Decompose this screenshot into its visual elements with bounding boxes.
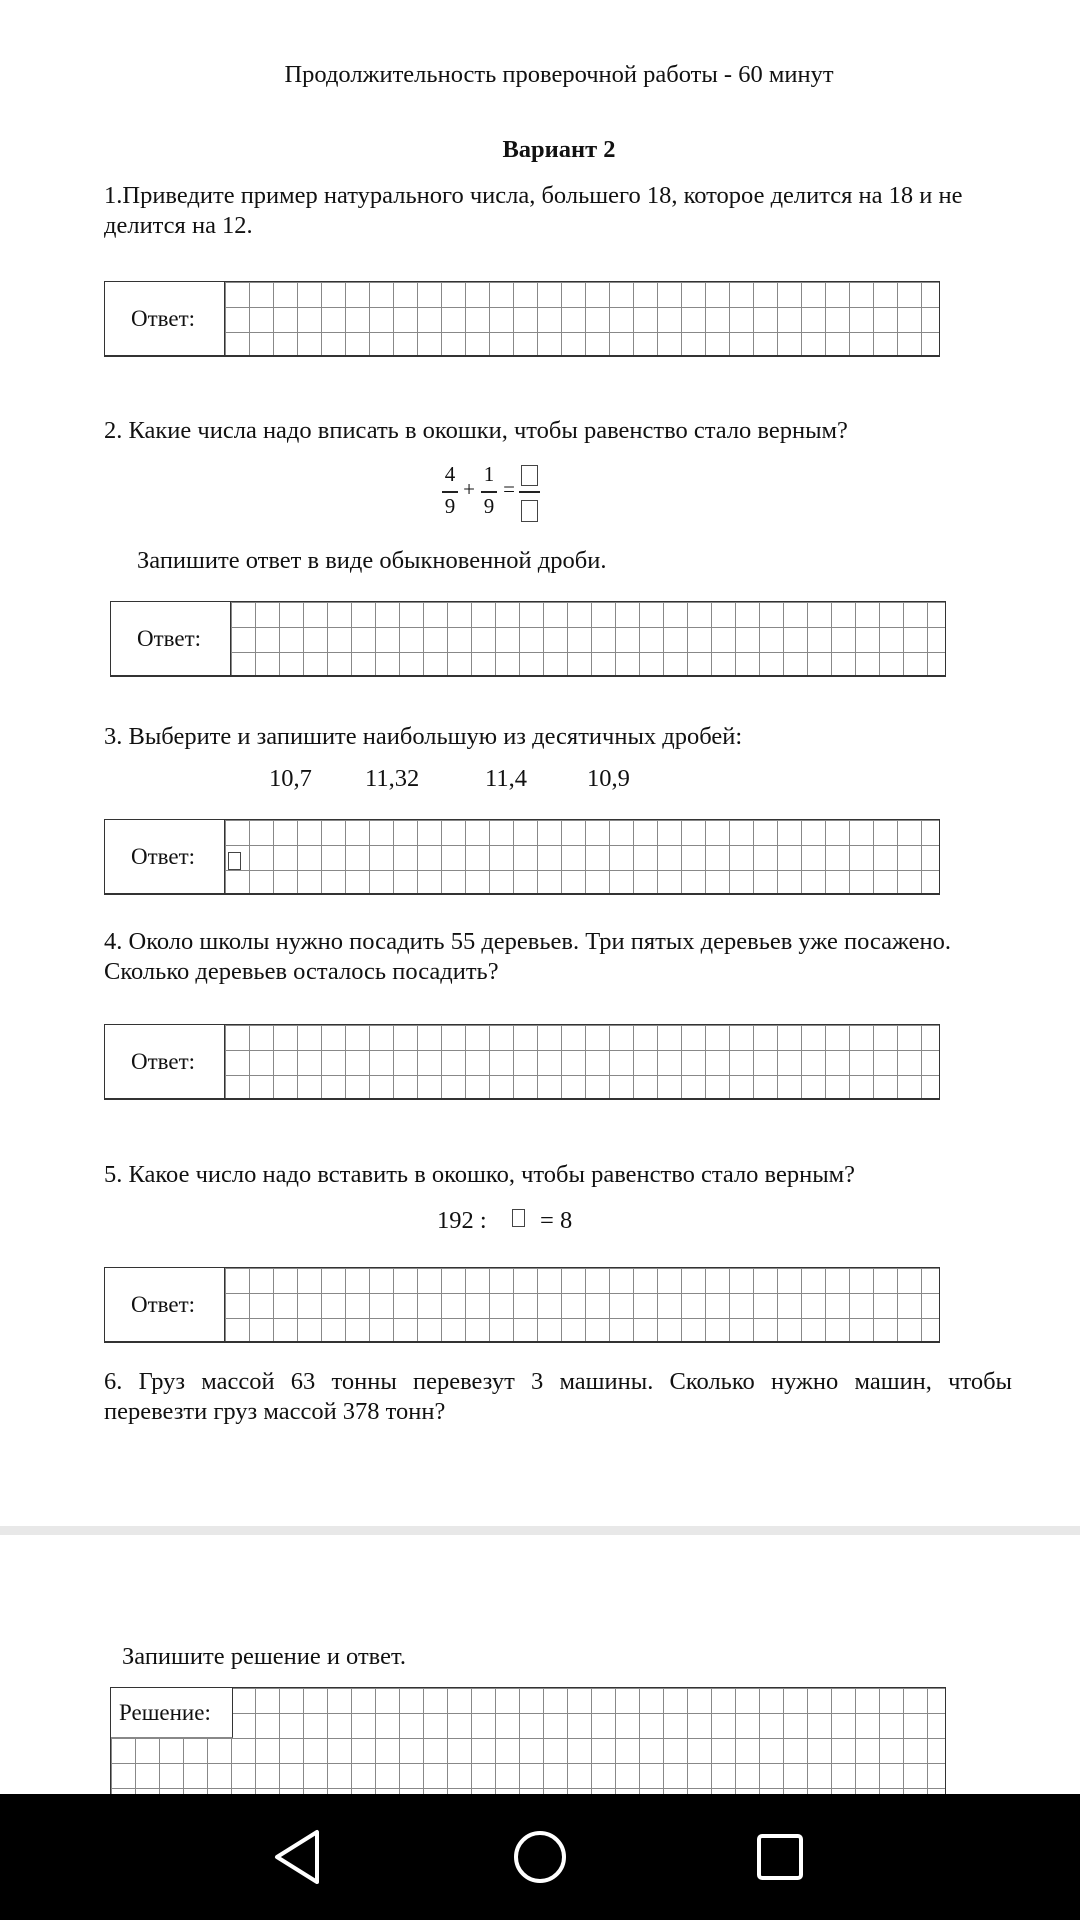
variant-title: Вариант 2 bbox=[502, 136, 616, 163]
answer-cells[interactable] bbox=[231, 602, 945, 675]
question-4-line2: Сколько деревьев осталось посадить? bbox=[104, 958, 499, 985]
page-separator bbox=[0, 1526, 1080, 1535]
recents-icon[interactable] bbox=[735, 1812, 825, 1902]
denominator-2: 9 bbox=[483, 494, 495, 518]
solution-grid[interactable] bbox=[110, 1687, 946, 1797]
plus-sign: + bbox=[463, 477, 475, 501]
question-1 bbox=[104, 181, 1024, 241]
placeholder-box bbox=[228, 852, 241, 870]
answer-cells[interactable] bbox=[225, 1268, 939, 1341]
option-1: 10,7 bbox=[269, 765, 312, 792]
question-6-line2: перевезти груз массой 378 тонн? bbox=[104, 1398, 446, 1425]
equation-left: 192 : bbox=[437, 1207, 487, 1234]
home-icon[interactable] bbox=[495, 1812, 585, 1902]
fraction-bar-1 bbox=[442, 491, 458, 493]
question-6-instruction: Запишите решение и ответ. bbox=[122, 1643, 406, 1670]
duration-heading: Продолжительность проверочной работы - 60 минут bbox=[284, 61, 834, 88]
fraction-bar-3 bbox=[519, 491, 540, 493]
numerator-2: 1 bbox=[483, 462, 495, 486]
denominator-input-box[interactable] bbox=[521, 500, 538, 522]
answer-label: Ответ: bbox=[105, 1025, 225, 1098]
option-3: 11,4 bbox=[485, 765, 527, 792]
back-icon[interactable] bbox=[255, 1812, 345, 1902]
answer-cells[interactable] bbox=[225, 282, 939, 355]
answer-label: Ответ: bbox=[105, 282, 225, 355]
option-2: 11,32 bbox=[365, 765, 420, 792]
question-1-line1: 1.Приведите пример натурального числа, большего 18, которое делится на 18 и не bbox=[104, 182, 963, 209]
answer-grid-5[interactable] bbox=[104, 1267, 940, 1343]
question-2-instruction: Запишите ответ в виде обыкновенной дроби. bbox=[137, 547, 607, 574]
answer-grid-1[interactable] bbox=[104, 281, 940, 357]
question-3: 3. Выберите и запишите наибольшую из десятичных дробей: bbox=[104, 723, 743, 750]
answer-label: Ответ: bbox=[105, 820, 225, 893]
question-5: 5. Какое число надо вставить в окошко, чтобы равенство стало верным? bbox=[104, 1161, 856, 1188]
question-4 bbox=[104, 927, 1034, 987]
navigation-bar bbox=[0, 1794, 1080, 1920]
equals-sign: = bbox=[503, 477, 515, 501]
equation-right: = 8 bbox=[540, 1207, 573, 1234]
answer-label: Ответ: bbox=[111, 602, 231, 675]
numerator-1: 4 bbox=[444, 462, 456, 486]
solution-label: Решение: bbox=[111, 1688, 233, 1738]
answer-grid-4[interactable] bbox=[104, 1024, 940, 1100]
question-1-line2: делится на 12. bbox=[104, 212, 253, 239]
answer-cells[interactable] bbox=[225, 1025, 939, 1098]
option-4: 10,9 bbox=[587, 765, 630, 792]
question-2: 2. Какие числа надо вписать в окошки, чтобы равенство стало верным? bbox=[104, 417, 848, 444]
question-6-line1: 6. Груз массой 63 тонны перевезут 3 машины. Сколько нужно машин, чтобы bbox=[104, 1368, 1012, 1395]
fraction-bar-2 bbox=[481, 491, 497, 493]
question-4-line1: 4. Около школы нужно посадить 55 деревьев. Три пятых деревьев уже посажено. bbox=[104, 928, 951, 955]
missing-number-box[interactable] bbox=[512, 1209, 525, 1227]
answer-label: Ответ: bbox=[105, 1268, 225, 1341]
answer-grid-2[interactable] bbox=[110, 601, 946, 677]
answer-grid-3[interactable] bbox=[104, 819, 940, 895]
answer-cells[interactable] bbox=[225, 820, 939, 893]
denominator-1: 9 bbox=[444, 494, 456, 518]
numerator-input-box[interactable] bbox=[521, 465, 538, 486]
